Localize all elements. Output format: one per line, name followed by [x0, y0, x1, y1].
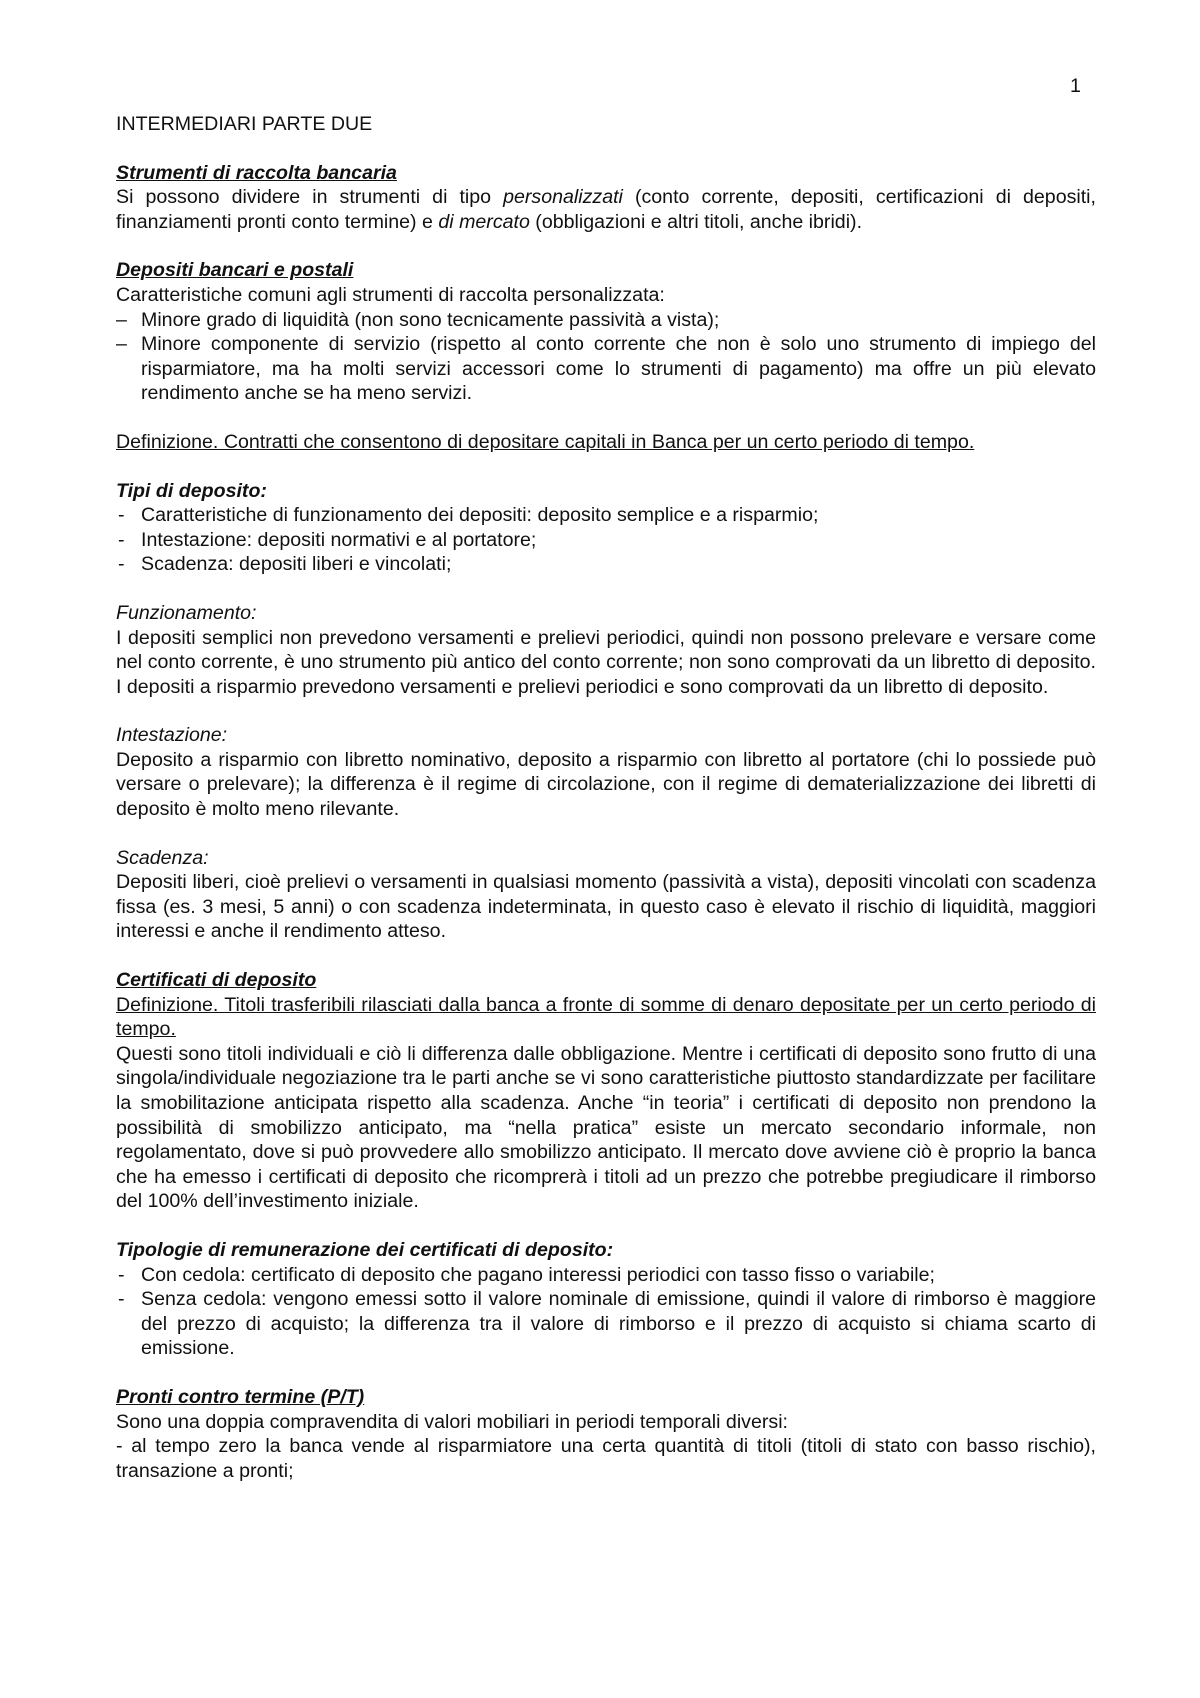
paragraph-pct-line: - al tempo zero la banca vende al risparmiatore una certa quantità di titoli (titoli di stato con basso rischio), transazione a pronti; [116, 1435, 1096, 1482]
list-tipi-deposito [116, 503, 1096, 577]
definition-depositi [116, 430, 1096, 455]
heading-tipologie-remunerazione: Tipologie di remunerazione dei certificati di deposito: [116, 1238, 614, 1261]
subheading-funzionamento: Funzionamento: [116, 601, 257, 624]
list-item: – Minore componente di servizio (rispetto al conto corrente che non è solo uno strumento di impiego del risparmiatore, ma ha molti servizi accessori come lo strumenti di pagamento) ma offre un più elevato rendimento anche se ha meno servizi. [116, 332, 1096, 406]
paragraph-pct-intro: Sono una doppia compravendita di valori mobiliari in periodi temporali diversi: [116, 1410, 788, 1433]
list-item: - Caratteristiche di funzionamento dei depositi: deposito semplice e a risparmio; [116, 503, 1096, 528]
text-run: Si possono dividere in strumenti di tipo [116, 186, 504, 209]
section-heading [116, 161, 1096, 186]
subheading-intestazione: Intestazione: [116, 724, 228, 747]
list-depositi-caratteristiche [116, 308, 1096, 406]
document-title: INTERMEDIARI PARTE DUE [116, 113, 373, 135]
list-item: - Intestazione: depositi normativi e al portatore; [116, 528, 1096, 553]
section-heading [116, 968, 1096, 993]
heading-pronti-contro-termine: Pronti contro termine (P/T) [116, 1385, 365, 1408]
subheading-scadenza: Scadenza: [116, 846, 209, 869]
paragraph-depositi-intro: Caratteristiche comuni agli strumenti di raccolta personalizzata: [116, 283, 665, 306]
definition-text: Definizione. Contratti che consentono di depositare capitali in Banca per un certo periodo di tempo. [116, 430, 975, 453]
emphasis-di-mercato: di mercato [438, 210, 530, 233]
document-body [116, 112, 1096, 1483]
section-heading [116, 1238, 1096, 1263]
section-heading [116, 258, 1096, 283]
list-item: - Senza cedola: vengono emessi sotto il valore nominale di emissione, quindi il valore di rimborso è maggiore del prezzo di acquisto; la differenza tra il valore di rimborso e il prezzo di acquisto si chiama scarto di emissione. [116, 1287, 1096, 1361]
list-item: – Minore grado di liquidità (non sono tecnicamente passività a vista); [116, 308, 1096, 333]
paragraph-certificati: Questi sono titoli individuali e ciò li differenza dalle obbligazione. Mentre i certificati di deposito sono frutto di una singola/individuale negoziazione tra le parti anche se vi sono caratteristiche piuttosto standardizzate per facilitare la smobilitazione anticipata rispetto alla scadenza. Anche “in teoria” i certificati di deposito non prendono la possibilità di smobilizzo anticipato, ma “nella pratica” esiste un mercato secondario informale, non regolamentato, dove si può provvedere allo smobilizzo anticipato. Il mercato dove avviene ciò è proprio la banca che ha emesso i certificati di deposito che ricomprerà i titoli ad un prezzo che potrebbe pregiudicare il rimborso del 100% dell’investimento iniziale. [116, 1042, 1096, 1213]
heading-strumenti-raccolta: Strumenti di raccolta bancaria [116, 161, 397, 184]
heading-depositi-bancari: Depositi bancari e postali [116, 259, 354, 282]
definition-certificati [116, 993, 1096, 1042]
section-heading [116, 479, 1096, 504]
list-tipologie-remunerazione [116, 1263, 1096, 1361]
paragraph-strumenti [116, 185, 1096, 234]
text-run: (obbligazioni e altri titoli, anche ibridi). [529, 210, 863, 233]
paragraph-intestazione: Deposito a risparmio con libretto nominativo, deposito a risparmio con libretto al portatore (chi lo possiede può versare o prelevare); la differenza è il regime di circolazione, con il regime di dematerializzazione dei libretti di deposito è molto meno rilevante. [116, 748, 1096, 821]
paragraph-funzionamento: I depositi semplici non prevedono versamenti e prelievi periodici, quindi non possono prelevare e versare come nel conto corrente, è uno strumento più antico del conto corrente; non sono comprovati da un libretto di deposito. I depositi a risparmio prevedono versamenti e prelievi periodici e sono comprovati da un libretto di deposito. [116, 626, 1096, 698]
list-item: - Con cedola: certificato di deposito che pagano interessi periodici con tasso fisso o variabile; [116, 1263, 1096, 1288]
heading-certificati-deposito: Certificati di deposito [116, 969, 317, 992]
definition-text: Definizione. Titoli trasferibili rilasciati dalla banca a fronte di somme di denaro depositate per un certo periodo di tempo. [116, 993, 1096, 1041]
heading-tipi-deposito: Tipi di deposito: [116, 479, 267, 502]
section-heading [116, 1385, 1096, 1410]
paragraph-scadenza: Depositi liberi, cioè prelievi o versamenti in qualsiasi momento (passività a vista), depositi vincolati con scadenza fissa (es. 3 mesi, 5 anni) o con scadenza indeterminata, in questo caso è elevato il rischio di liquidità, maggiori interessi e anche il rendimento atteso. [116, 871, 1096, 943]
text-run: (conto corrente, depositi, certificazioni di depositi, finanziamenti pronti conto termine) e [116, 186, 1096, 233]
emphasis-personalizzati: personalizzati [503, 186, 623, 209]
page-number: 1 [1070, 75, 1081, 97]
list-item: - Scadenza: depositi liberi e vincolati; [116, 552, 1096, 577]
